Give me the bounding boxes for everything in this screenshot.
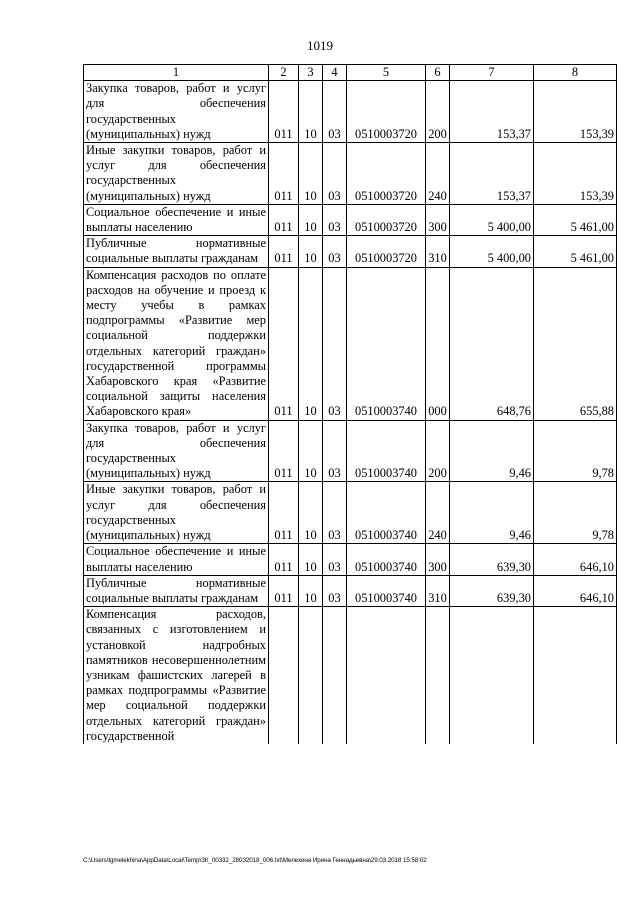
amount-year-2: 153,39 xyxy=(534,81,617,143)
amount-year-1: 153,37 xyxy=(450,81,534,143)
row-name: Компенсация расходов по оплате расходов на обучение и проезд к месту учебы в рамках подпрограммы «Развитие мер социальной поддержки отдельных категорий граждан» государственной программы Хабаровского края «Развитие социальной защиты населения Хабаровского края» xyxy=(84,267,269,420)
subsection-code: 03 xyxy=(323,204,347,235)
target-article-code: 0510003720 xyxy=(347,236,426,267)
table-row xyxy=(84,81,617,143)
empty-cell xyxy=(450,607,534,744)
subsection-code: 03 xyxy=(323,81,347,143)
expense-type-code: 300 xyxy=(426,544,450,575)
empty-cell xyxy=(269,607,299,744)
subsection-code: 03 xyxy=(323,482,347,544)
empty-cell xyxy=(347,607,426,744)
grbs-code: 011 xyxy=(269,544,299,575)
row-name: Иные закупки товаров, работ и услуг для обеспечения государственных (муниципальных) нужд xyxy=(84,143,269,205)
subsection-code: 03 xyxy=(323,420,347,482)
amount-year-2: 153,39 xyxy=(534,143,617,205)
grbs-code: 011 xyxy=(269,575,299,606)
table-row xyxy=(84,544,617,575)
page-number: 1019 xyxy=(307,38,333,53)
column-header: 5 xyxy=(347,65,426,81)
amount-year-2: 655,88 xyxy=(534,267,617,420)
row-name: Публичные нормативные социальные выплаты гражданам xyxy=(84,236,269,267)
amount-year-2: 5 461,00 xyxy=(534,236,617,267)
expense-type-code: 310 xyxy=(426,236,450,267)
table-row xyxy=(84,267,617,420)
amount-year-2: 5 461,00 xyxy=(534,204,617,235)
amount-year-2: 9,78 xyxy=(534,420,617,482)
table-row xyxy=(84,236,617,267)
row-name: Иные закупки товаров, работ и услуг для обеспечения государственных (муниципальных) нужд xyxy=(84,482,269,544)
grbs-code: 011 xyxy=(269,143,299,205)
column-header: 6 xyxy=(426,65,450,81)
row-name: Закупка товаров, работ и услуг для обеспечения государственных (муниципальных) нужд xyxy=(84,420,269,482)
column-header: 1 xyxy=(84,65,269,81)
empty-cell xyxy=(426,607,450,744)
section-code: 10 xyxy=(299,81,323,143)
target-article-code: 0510003720 xyxy=(347,204,426,235)
amount-year-2: 646,10 xyxy=(534,544,617,575)
row-name: Публичные нормативные социальные выплаты гражданам xyxy=(84,575,269,606)
section-code: 10 xyxy=(299,143,323,205)
budget-table xyxy=(83,64,617,744)
header-row xyxy=(84,65,617,81)
row-name: Социальное обеспечение и иные выплаты населению xyxy=(84,544,269,575)
expense-type-code: 310 xyxy=(426,575,450,606)
row-name: Закупка товаров, работ и услуг для обеспечения государственных (муниципальных) нужд xyxy=(84,81,269,143)
amount-year-1: 153,37 xyxy=(450,143,534,205)
amount-year-2: 9,78 xyxy=(534,482,617,544)
section-code: 10 xyxy=(299,420,323,482)
grbs-code: 011 xyxy=(269,420,299,482)
table-row xyxy=(84,420,617,482)
amount-year-1: 5 400,00 xyxy=(450,204,534,235)
amount-year-2: 646,10 xyxy=(534,575,617,606)
target-article-code: 0510003740 xyxy=(347,420,426,482)
column-header: 4 xyxy=(323,65,347,81)
column-header: 7 xyxy=(450,65,534,81)
target-article-code: 0510003720 xyxy=(347,81,426,143)
amount-year-1: 648,76 xyxy=(450,267,534,420)
table-row xyxy=(84,575,617,606)
expense-type-code: 240 xyxy=(426,143,450,205)
amount-year-1: 639,30 xyxy=(450,544,534,575)
subsection-code: 03 xyxy=(323,267,347,420)
section-code: 10 xyxy=(299,236,323,267)
column-header: 8 xyxy=(534,65,617,81)
file-path-footer: C:\Users\tgmelekhina\AppData\Local\Temp\ЗК_00332_28032018_006.txt\Мелехина Ирина Геннадьевна\29.03.2018 15:58:02 xyxy=(83,857,427,864)
section-code: 10 xyxy=(299,575,323,606)
grbs-code: 011 xyxy=(269,236,299,267)
expense-type-code: 300 xyxy=(426,204,450,235)
expense-type-code: 000 xyxy=(426,267,450,420)
section-code: 10 xyxy=(299,544,323,575)
target-article-code: 0510003720 xyxy=(347,143,426,205)
section-code: 10 xyxy=(299,204,323,235)
amount-year-1: 9,46 xyxy=(450,482,534,544)
target-article-code: 0510003740 xyxy=(347,575,426,606)
row-name: Компенсация расходов, связанных с изготовлением и установкой надгробных памятников несовершеннолетним узникам фашистских лагерей в рамках подпрограммы «Развитие мер социальной поддержки отдельных категорий граждан» государственной xyxy=(84,607,269,744)
table-row-continued xyxy=(84,607,617,744)
column-header: 2 xyxy=(269,65,299,81)
subsection-code: 03 xyxy=(323,143,347,205)
amount-year-1: 639,30 xyxy=(450,575,534,606)
target-article-code: 0510003740 xyxy=(347,482,426,544)
table-row xyxy=(84,482,617,544)
subsection-code: 03 xyxy=(323,544,347,575)
grbs-code: 011 xyxy=(269,204,299,235)
grbs-code: 011 xyxy=(269,267,299,420)
subsection-code: 03 xyxy=(323,236,347,267)
empty-cell xyxy=(534,607,617,744)
grbs-code: 011 xyxy=(269,81,299,143)
amount-year-1: 9,46 xyxy=(450,420,534,482)
row-name: Социальное обеспечение и иные выплаты населению xyxy=(84,204,269,235)
column-header: 3 xyxy=(299,65,323,81)
section-code: 10 xyxy=(299,482,323,544)
expense-type-code: 240 xyxy=(426,482,450,544)
grbs-code: 011 xyxy=(269,482,299,544)
empty-cell xyxy=(299,607,323,744)
subsection-code: 03 xyxy=(323,575,347,606)
expense-type-code: 200 xyxy=(426,420,450,482)
table-row xyxy=(84,204,617,235)
expense-type-code: 200 xyxy=(426,81,450,143)
table-row xyxy=(84,143,617,205)
amount-year-1: 5 400,00 xyxy=(450,236,534,267)
target-article-code: 0510003740 xyxy=(347,544,426,575)
section-code: 10 xyxy=(299,267,323,420)
target-article-code: 0510003740 xyxy=(347,267,426,420)
empty-cell xyxy=(323,607,347,744)
